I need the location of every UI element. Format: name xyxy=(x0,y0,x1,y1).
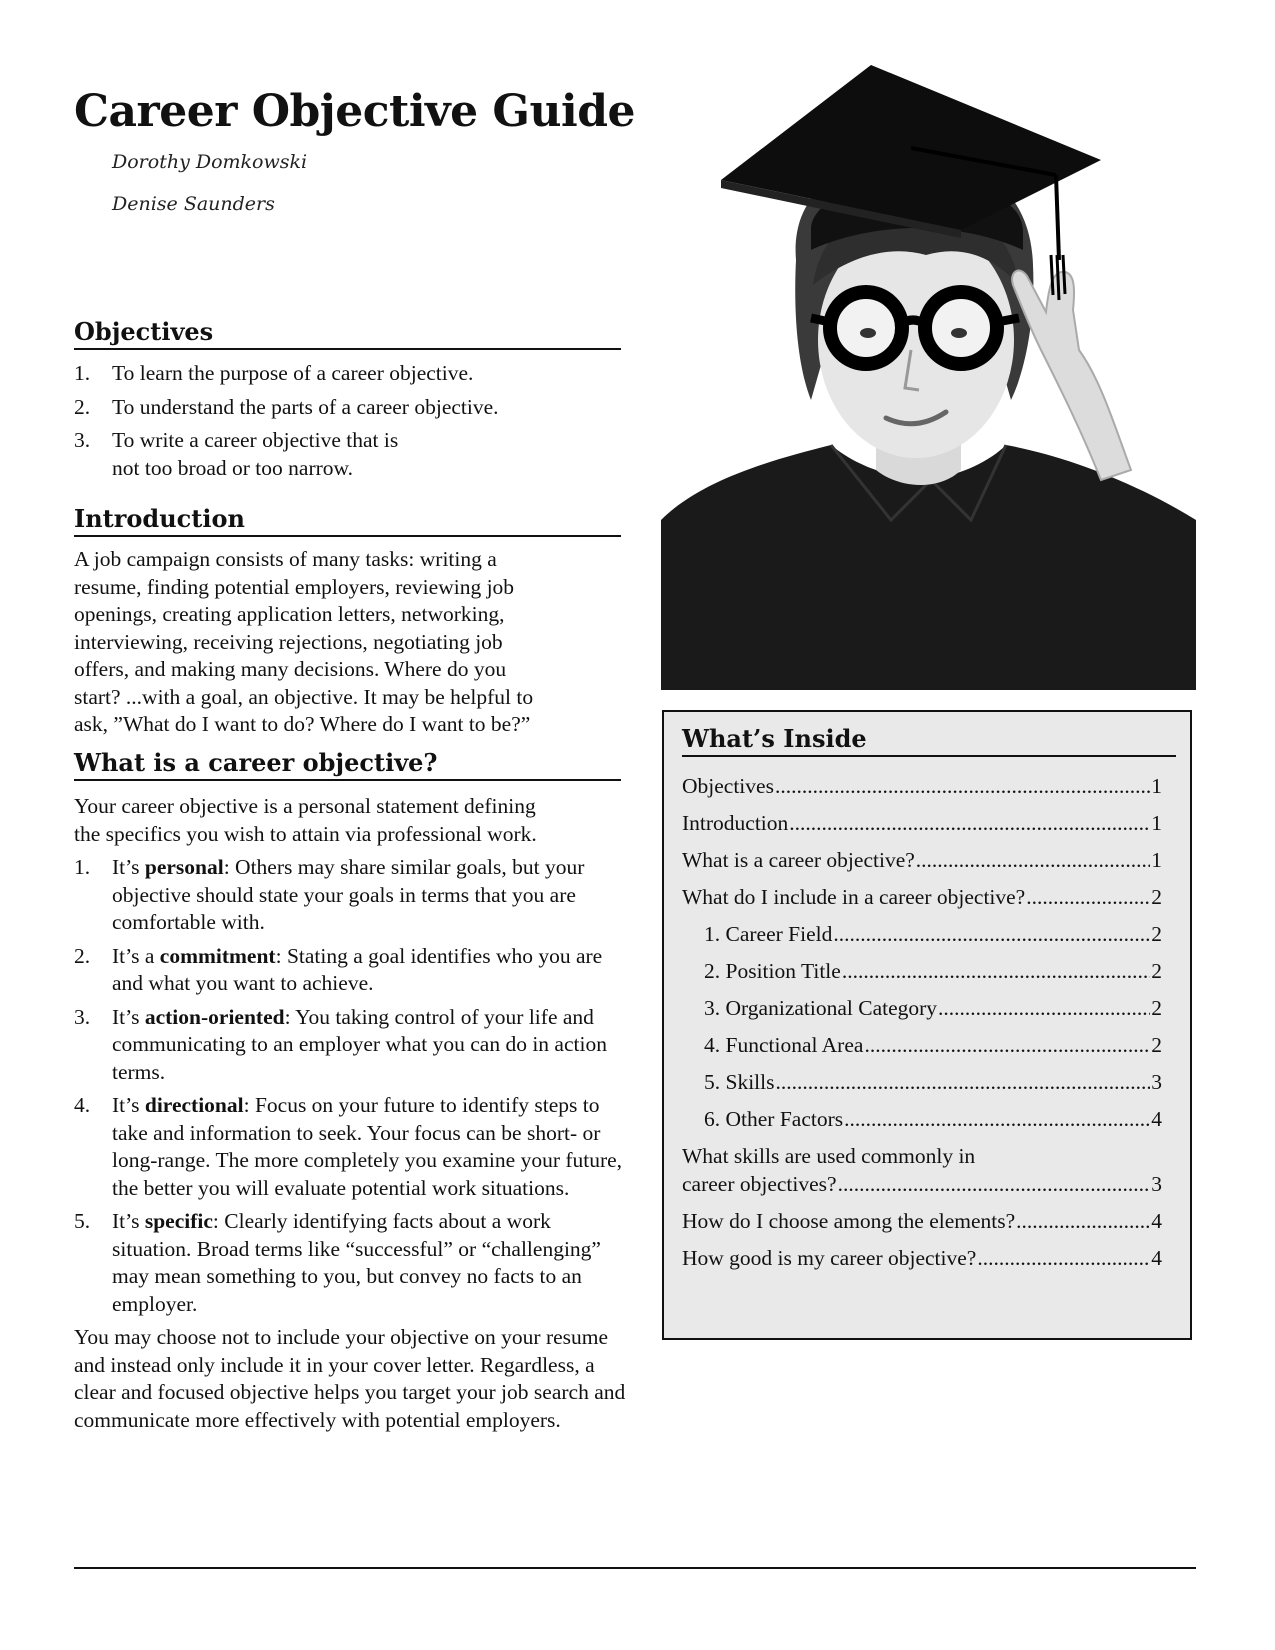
toc-leader xyxy=(838,1170,1151,1198)
toc-label: 5. Skills xyxy=(704,1070,775,1094)
list-text: : Stating a goal identifies who you are and what you want to achieve. xyxy=(112,943,603,995)
text-line: A job campaign consists of many tasks: writing a xyxy=(74,547,497,571)
toc-page: 1 xyxy=(1151,774,1162,798)
objectives-list xyxy=(74,360,630,482)
toc-label: What skills are used commonly in xyxy=(682,1144,976,1168)
what-is-section xyxy=(74,793,630,1434)
list-text: To learn the purpose of a career objective. xyxy=(112,361,474,385)
list-prefix: It’s xyxy=(112,855,145,879)
list-text: : Focus on your future to identify steps to take and information to seek. Your focus can be short- or long-range. The more completely you examine your future, the better you will evaluate potential work situations. xyxy=(112,1093,623,1200)
toc-leader xyxy=(842,957,1150,985)
author-name: Dorothy Domkowski xyxy=(112,151,308,173)
toc-page: 1 xyxy=(1151,811,1162,835)
objectives-heading: Objectives xyxy=(74,317,621,350)
toc-label: How do I choose among the elements? xyxy=(682,1209,1016,1233)
toc-label: What is a career objective? xyxy=(682,848,915,872)
list-text: : Clearly identifying facts about a work situation. Broad terms like “successful” or “challenging” may mean something to you, but convey no facts to an employer. xyxy=(112,1209,601,1316)
whats-inside-box xyxy=(662,710,1192,1340)
graduate-illustration xyxy=(661,50,1196,690)
list-number: 3. xyxy=(74,1004,91,1029)
toc-page: 4 xyxy=(1151,1107,1162,1131)
toc-entry[interactable] xyxy=(682,1244,1162,1272)
list-term: action-oriented xyxy=(144,1004,285,1029)
list-number: 2. xyxy=(74,943,91,968)
list-text: To write a career objective that is xyxy=(112,428,399,452)
list-text: : You taking control of your life and communicating to an employer what you can do in action terms. xyxy=(112,1004,607,1084)
toc-leader xyxy=(1016,1207,1150,1235)
toc-entry[interactable] xyxy=(682,957,1162,985)
toc-label: Objectives xyxy=(682,774,774,798)
toc-label: Introduction xyxy=(682,811,789,835)
toc-leader xyxy=(776,1068,1151,1096)
toc-page: 3 xyxy=(1151,1172,1162,1196)
list-number: 2. xyxy=(74,394,91,419)
toc-entry[interactable] xyxy=(682,809,1162,837)
list-item xyxy=(74,1208,630,1318)
toc-leader xyxy=(977,1244,1150,1272)
toc-label: career objectives? xyxy=(682,1172,837,1196)
toc-entry[interactable] xyxy=(682,1068,1162,1096)
text-line: ask, ”What do I want to do? Where do I want to be?” xyxy=(74,712,531,736)
text-line: the specifics you wish to attain via professional work. xyxy=(74,821,537,846)
toc-label: What do I include in a career objective? xyxy=(682,885,1026,909)
list-prefix: It’s a xyxy=(112,943,160,968)
toc-leader xyxy=(775,772,1150,800)
toc-entry[interactable] xyxy=(682,920,1162,948)
toc-entry[interactable] xyxy=(682,846,1162,874)
list-number: 5. xyxy=(74,1209,91,1233)
closing-paragraph: You may choose not to include your objective on your resume and instead only include it in your cover letter. Regardless, a clear and focused objective helps you target your job search and communicate more effectively with potential employers. xyxy=(74,1325,626,1432)
list-prefix: It’s xyxy=(112,1004,145,1029)
list-number: 3. xyxy=(74,428,91,452)
list-item xyxy=(74,943,630,998)
toc-entry[interactable] xyxy=(682,1105,1162,1133)
list-item xyxy=(74,427,630,482)
author-name: Denise Saunders xyxy=(112,193,275,215)
toc-entry[interactable] xyxy=(682,1142,1162,1198)
list-term: specific xyxy=(144,1209,213,1233)
toc-label: 2. Position Title xyxy=(704,959,841,983)
toc-entry[interactable] xyxy=(682,772,1162,800)
introduction-paragraph xyxy=(74,546,630,739)
footer-divider xyxy=(74,1567,1196,1569)
list-prefix: It’s xyxy=(112,1209,145,1233)
text-line: offers, and making many decisions. Where do you xyxy=(74,657,507,681)
toc-page: 1 xyxy=(1151,848,1162,872)
toc-entry[interactable] xyxy=(682,1207,1162,1235)
toc-label: 4. Functional Area xyxy=(704,1033,864,1057)
characteristics-list xyxy=(74,854,630,1318)
toc-leader xyxy=(789,809,1150,837)
toc-label: 1. Career Field xyxy=(704,922,833,946)
list-term: personal xyxy=(144,855,224,879)
list-term: directional xyxy=(144,1093,244,1117)
objectives-section xyxy=(74,360,630,488)
list-item xyxy=(74,360,630,388)
toc-leader xyxy=(864,1031,1150,1059)
list-text: To understand the parts of a career objective. xyxy=(112,394,499,419)
list-text: : Others may share similar goals, but your objective should state your goals in terms that you are comfortable with. xyxy=(112,855,585,934)
document-title: Career Objective Guide xyxy=(74,86,635,137)
toc-page: 4 xyxy=(1151,1209,1162,1233)
text-line: openings, creating application letters, networking, xyxy=(74,602,505,626)
list-prefix: It’s xyxy=(112,1093,145,1117)
toc-page: 3 xyxy=(1151,1070,1162,1094)
introduction-heading: Introduction xyxy=(74,504,621,537)
toc-leader xyxy=(1026,883,1150,911)
graduate-photo xyxy=(661,50,1196,690)
toc-page: 4 xyxy=(1151,1246,1162,1270)
toc-page: 2 xyxy=(1151,885,1162,909)
list-number: 1. xyxy=(74,361,91,385)
whats-inside-heading: What’s Inside xyxy=(682,724,1176,757)
list-text: not too broad or too narrow. xyxy=(112,455,354,480)
list-item xyxy=(74,1004,630,1087)
table-of-contents xyxy=(682,772,1162,1281)
introduction-section xyxy=(74,546,630,739)
toc-entry[interactable] xyxy=(682,994,1162,1022)
toc-page: 2 xyxy=(1151,922,1162,946)
list-number: 4. xyxy=(74,1093,91,1117)
list-term: commitment xyxy=(159,943,276,968)
toc-leader xyxy=(938,994,1150,1022)
list-item xyxy=(74,394,630,422)
what-is-intro xyxy=(74,793,630,848)
toc-leader xyxy=(916,846,1150,874)
text-line: interviewing, receiving rejections, negotiating job xyxy=(74,629,503,654)
toc-page: 2 xyxy=(1151,959,1162,983)
what-is-heading: What is a career objective? xyxy=(74,748,621,781)
list-item xyxy=(74,854,630,937)
toc-page: 2 xyxy=(1151,1033,1162,1057)
text-line: Your career objective is a personal statement defining xyxy=(74,794,536,818)
toc-entry[interactable] xyxy=(682,1031,1162,1059)
toc-label: 6. Other Factors xyxy=(704,1107,844,1131)
toc-entry[interactable] xyxy=(682,883,1162,911)
toc-page: 2 xyxy=(1151,996,1162,1020)
toc-leader xyxy=(833,920,1150,948)
toc-leader xyxy=(844,1105,1150,1133)
list-item xyxy=(74,1092,630,1202)
toc-label: How good is my career objective? xyxy=(682,1246,977,1270)
list-number: 1. xyxy=(74,855,91,879)
text-line: resume, finding potential employers, reviewing job xyxy=(74,574,515,599)
toc-label: 3. Organizational Category xyxy=(704,996,938,1020)
text-line: start? ...with a goal, an objective. It may be helpful to xyxy=(74,684,534,709)
